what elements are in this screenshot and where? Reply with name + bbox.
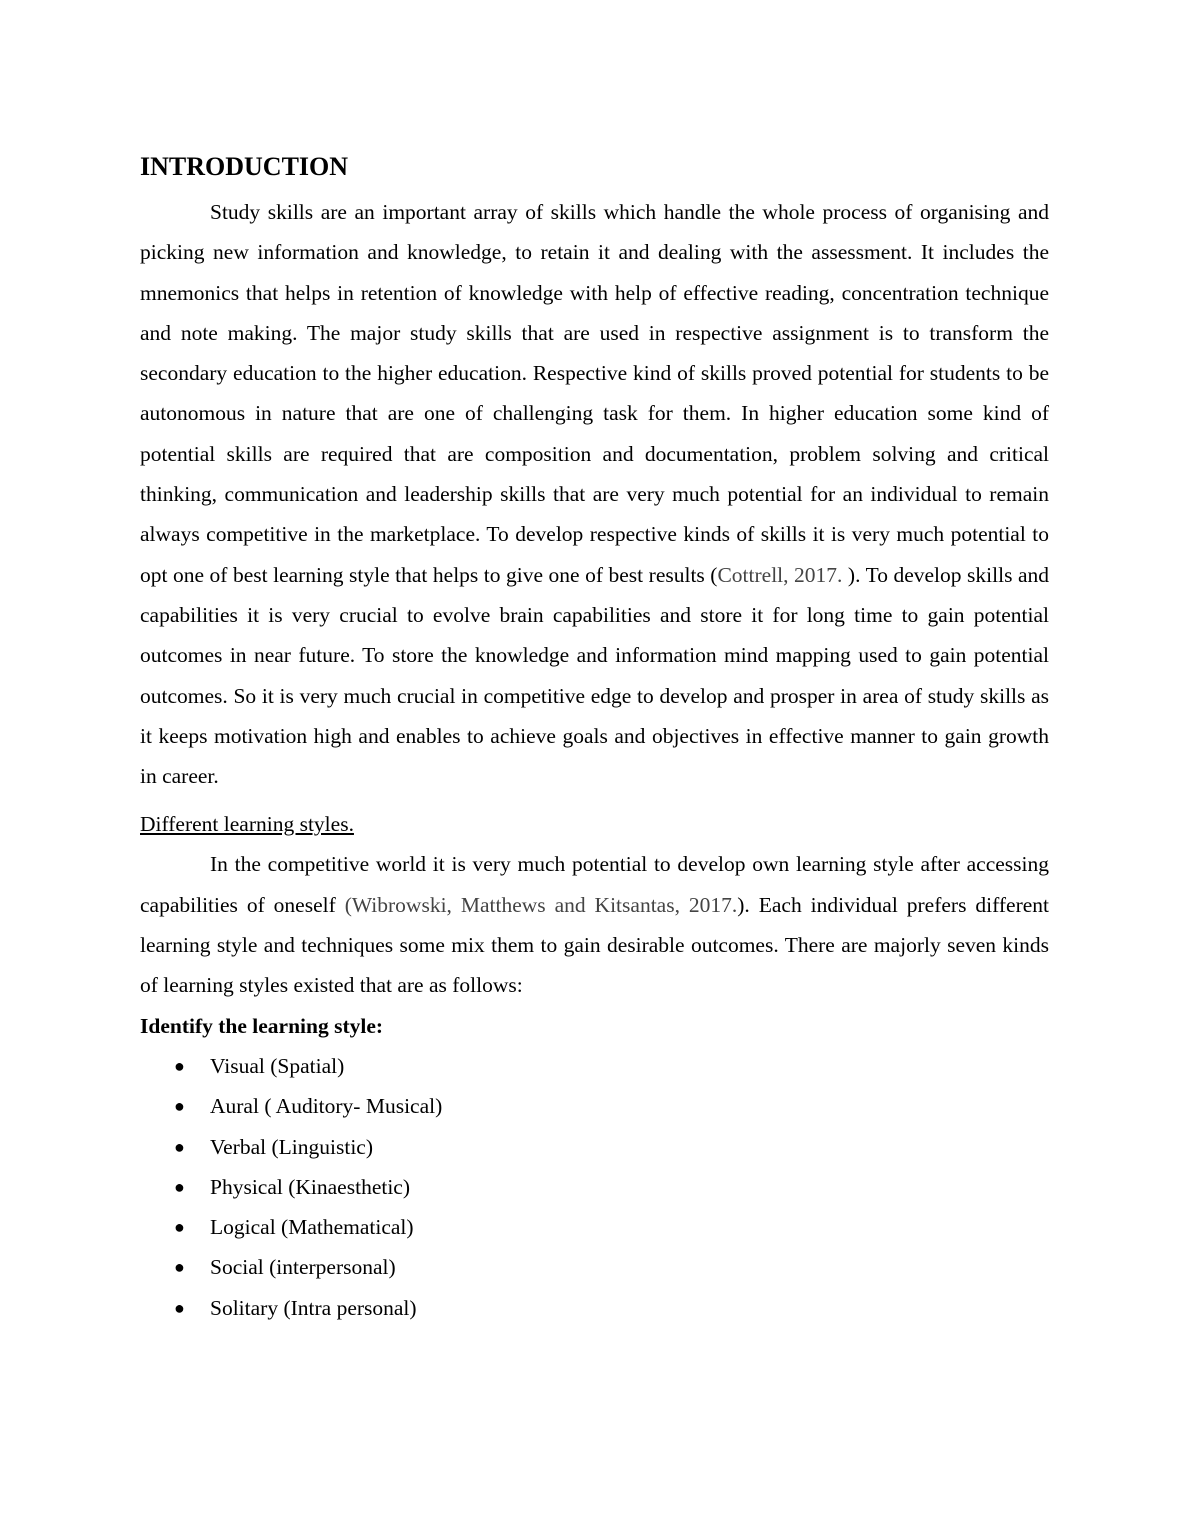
subheading-learning-styles: Different learning styles. — [140, 812, 354, 837]
identify-label: Identify the learning style: — [140, 1013, 384, 1038]
learning-citation: (Wibrowski, Matthews and Kitsantas, 2017. — [344, 892, 738, 917]
list-item — [140, 1207, 1049, 1247]
learning-paragraph — [140, 844, 1049, 1005]
bullet-icon: ● — [174, 1096, 185, 1117]
list-item — [140, 1086, 1049, 1126]
list-item-label: Social (interpersonal) — [210, 1255, 396, 1280]
list-item — [140, 1046, 1049, 1086]
learning-text-2: ). Each individual prefers different learning style and techniques some mix them to gain desirable outcomes. There are majorly seven kinds of learning styles existed that are as follows: — [140, 892, 1049, 998]
document-page — [140, 150, 1049, 1328]
list-item-label: Solitary (Intra personal) — [210, 1295, 417, 1320]
list-item — [140, 1127, 1049, 1167]
list-item-label: Physical (Kinaesthetic) — [210, 1174, 411, 1199]
bullet-icon: ● — [174, 1176, 185, 1197]
list-item — [140, 1247, 1049, 1287]
bullet-icon: ● — [174, 1257, 185, 1278]
list-item — [140, 1167, 1049, 1207]
list-item-label: Logical (Mathematical) — [210, 1215, 414, 1240]
list-item-label: Verbal (Linguistic) — [210, 1134, 373, 1159]
intro-paragraph — [140, 192, 1049, 796]
bullet-icon: ● — [174, 1136, 185, 1157]
learning-text-1: In the competitive world it is very much potential to develop own learning style after accessing capabilities of oneself — [140, 852, 1049, 917]
learning-styles-list — [140, 1046, 1049, 1328]
list-item-label: Aural ( Auditory- Musical) — [210, 1094, 443, 1119]
bullet-icon: ● — [174, 1055, 185, 1076]
bullet-icon: ● — [174, 1217, 185, 1238]
list-item-label: Visual (Spatial) — [210, 1053, 345, 1078]
intro-citation: Cottrell, 2017. — [717, 562, 848, 587]
section-heading-introduction: INTRODUCTION — [140, 152, 349, 181]
intro-text-1: Study skills are an important array of skills which handle the whole process of organising and picking new information and knowledge, to retain it and dealing with the assessment. It includes the mnemonics that helps in retention of knowledge with help of effective reading, concentration technique and note making. The major study skills that are used in respective assignment is to transform the secondary education to the higher education. Respective kind of skills proved potential for students to be autonomous in nature that are one of challenging task for them. In higher education some kind of potential skills are required that are composition and documentation, problem solving and critical thinking, communication and leadership skills that are very much potential for an individual to remain always competitive in the marketplace. To develop respective kinds of skills it is very much potential to opt one of best learning style that helps to give one of best results ( — [140, 200, 1049, 587]
list-item — [140, 1288, 1049, 1328]
bullet-icon: ● — [174, 1297, 185, 1318]
intro-text-2: ). To develop skills and capabilities it is very crucial to evolve brain capabilities and store it for long time to gain potential outcomes in near future. To store the knowledge and information mind mapping used to gain potential outcomes. So it is very much crucial in competitive edge to develop and prosper in area of study skills as it keeps motivation high and enables to achieve goals and objectives in effective manner to gain growth in career. — [140, 562, 1049, 789]
